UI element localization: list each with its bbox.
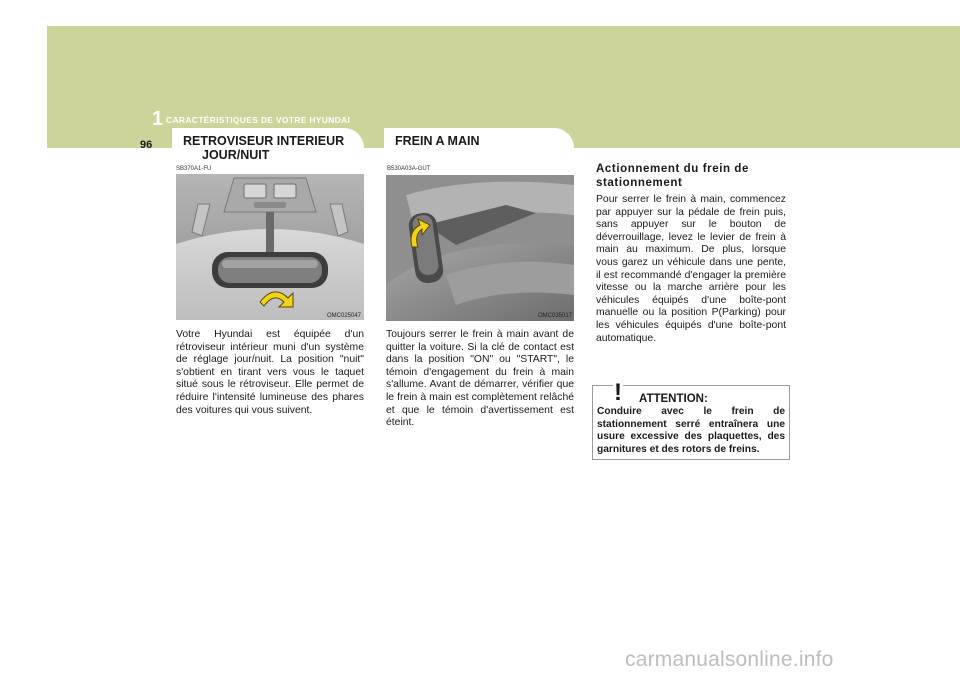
brake-section-code: B530A03A-GUT: [387, 166, 431, 172]
brake-section-title: FREIN A MAIN: [395, 134, 480, 148]
mirror-body-text: Votre Hyundai est équipée d'un rétroviseur intérieur muni d'un système de réglage jour/nuit. La position "nuit" s'obtient en tirant vers vous le taquet situé sous le rétroviseur. Elle permet de réduire l'intensité lumineuse des phares des voitures qui vous suivent.: [176, 329, 364, 416]
brake-body-text: Toujours serrer le frein à main avant de quitter la voiture. Si la clé de contact est dans la position "ON" ou "START", le témoin d'engagement du frein à main s'allume. Avant de démarrer, vérifier que le frein à main est complètement relâché et que le témoin d'avertissement est éteint.: [386, 329, 574, 429]
watermark: carmanualsonline.info: [625, 648, 834, 671]
warning-icon: [603, 376, 633, 404]
chapter-number: 1: [152, 108, 164, 130]
attention-box: [592, 379, 790, 460]
brake-photo-code: OMC035017: [538, 313, 573, 319]
handbrake-photo: [386, 175, 574, 321]
mirror-title-line1: RETROVISEUR INTERIEUR: [183, 134, 345, 148]
mirror-section-title: [183, 134, 344, 162]
parking-section-title: Actionnement du frein de stationnement: [596, 163, 750, 189]
mirror-title-line2: JOUR/NUIT: [202, 148, 270, 162]
chapter-title: CARACTÉRISTIQUES DE VOTRE HYUNDAI: [166, 115, 351, 125]
attention-title: ATTENTION:: [639, 393, 708, 405]
mirror-section-code: SB370A1-FU: [176, 166, 212, 172]
page-number: 96: [140, 139, 153, 151]
parking-body-text: Pour serrer le frein à main, commencez par appuyer sur la pédale de frein puis, sans appuyer sur le bouton de déverrouillage, levez le levier de frein à main au maximum. De plus, lorsque vous garez un véhicule dans une pente, il est recommandé d'engager la première vitesse ou la marche arrière pour les véhicules équipés d'une boîte-pont manuelle ou la position P(Parking) pour les véhicules équipés d'une boîte-pont automatique.: [596, 194, 786, 344]
svg-text:!: !: [614, 379, 622, 404]
rear-view-mirror-photo: [176, 174, 364, 320]
mirror-photo-code: OMC025047: [327, 313, 362, 319]
attention-text: Conduire avec le frein de stationnement serré entraînera une usure excessive des plaquettes, des garnitures et des rotors de freins.: [597, 406, 785, 455]
